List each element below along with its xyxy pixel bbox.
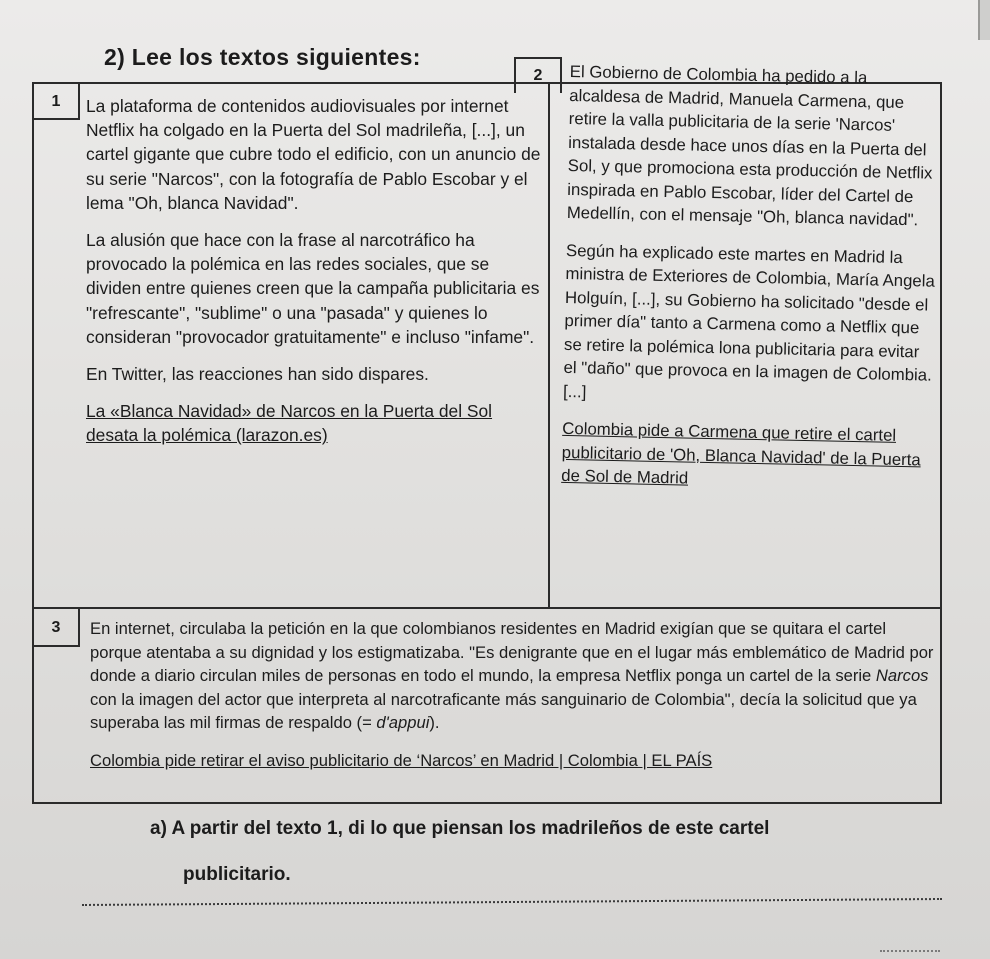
text3-paragraph	[90, 617, 936, 735]
text3-series-title: Narcos	[875, 666, 929, 686]
column-divider	[548, 82, 550, 609]
question-a: a) A partir del texto 1, di lo que piensan los madrileños de este cartel	[150, 818, 770, 839]
page-edge	[978, 0, 990, 40]
text3-part-3: ).	[429, 713, 440, 733]
text1-paragraph-1: La plataforma de contenidos audiovisuales por internet Netflix ha colgado en la Puerta del Sol madrileña, [...], un cartel gigante que cubre todo el edificio, con un anuncio de su serie "Narcos", con la fotografía de Pablo Escobar y el lema "Oh, blanca Navidad".	[86, 96, 541, 213]
text3-french-gloss: d'appui	[376, 713, 430, 733]
text2-number: 2	[514, 57, 562, 93]
answer-line-2[interactable]	[880, 950, 940, 952]
text3-source-link[interactable]: Colombia pide retirar el aviso publicitario de ‘Narcos’ en Madrid | Colombia | EL PAÍS	[90, 750, 713, 770]
text1-paragraph-2: La alusión que hace con la frase al narcotráfico ha provocado la polémica en las redes sociales, que se dividen entre quienes creen que la campaña publicitaria es "refrescante", "sublime" o una "pasada" y quienes lo consideran "provocador gratuitamente" e incluso "infame".	[86, 230, 540, 347]
text3-number: 3	[34, 609, 80, 647]
text2-source-link[interactable]: Colombia pide a Carmena que retire el cartel publicitario de 'Oh, Blanca Navidad' de la Puerta de Sol de Madrid	[561, 418, 921, 488]
text2-paragraph-2: Según ha explicado este martes en Madrid la ministra de Exteriores de Colombia, María Angela Holguín, [...], su Gobierno ha solicitado "desde el primer día" tanto a Carmena como a Netflix que se retire la polémica lona publicitaria para evitar el "daño" que provoca en la imagen de Colombia. [...]	[562, 240, 936, 401]
text1-source-link[interactable]: La «Blanca Navidad» de Narcos en la Puerta del Sol desata la polémica (larazon.es)	[86, 401, 493, 446]
text1-block	[86, 94, 542, 461]
question-a-continued: publicitario.	[183, 864, 291, 885]
text1-paragraph-3: En Twitter, las reacciones han sido dispares.	[86, 364, 429, 385]
text3-part-2: con la imagen del actor que interpreta al narcotraficante más sanguinario de Colombia", decía la solicitud que ya superaba las mil firmas de respaldo (=	[90, 689, 917, 733]
text3-block	[90, 617, 936, 781]
text2-paragraph-1: El Gobierno de Colombia ha pedido a la alcaldesa de Madrid, Manuela Carmena, que retire la valla publicitaria de la serie 'Narcos' instalada desde hace unos días en la Puerta del Sol, y que promociona esta producción de Netflix inspirada en Pablo Escobar, líder del Cartel de Medellín, con el mensaje "Oh, blanca navidad".	[566, 61, 933, 230]
text3-part-1: En internet, circulaba la petición en la que colombianos residentes en Madrid exigían que se quitara el cartel porque atentaba a su dignidad y los estigmatizaba. "Es denigrante que en el lugar más emblemático de Madrid por donde a diario circulan miles de personas en todo el mundo, la empresa Netflix ponga un cartel de la serie	[90, 619, 934, 686]
text1-number: 1	[34, 84, 80, 120]
row-divider	[32, 607, 942, 609]
text2-block	[561, 60, 942, 503]
exercise-heading: 2) Lee los textos siguientes:	[104, 44, 421, 70]
